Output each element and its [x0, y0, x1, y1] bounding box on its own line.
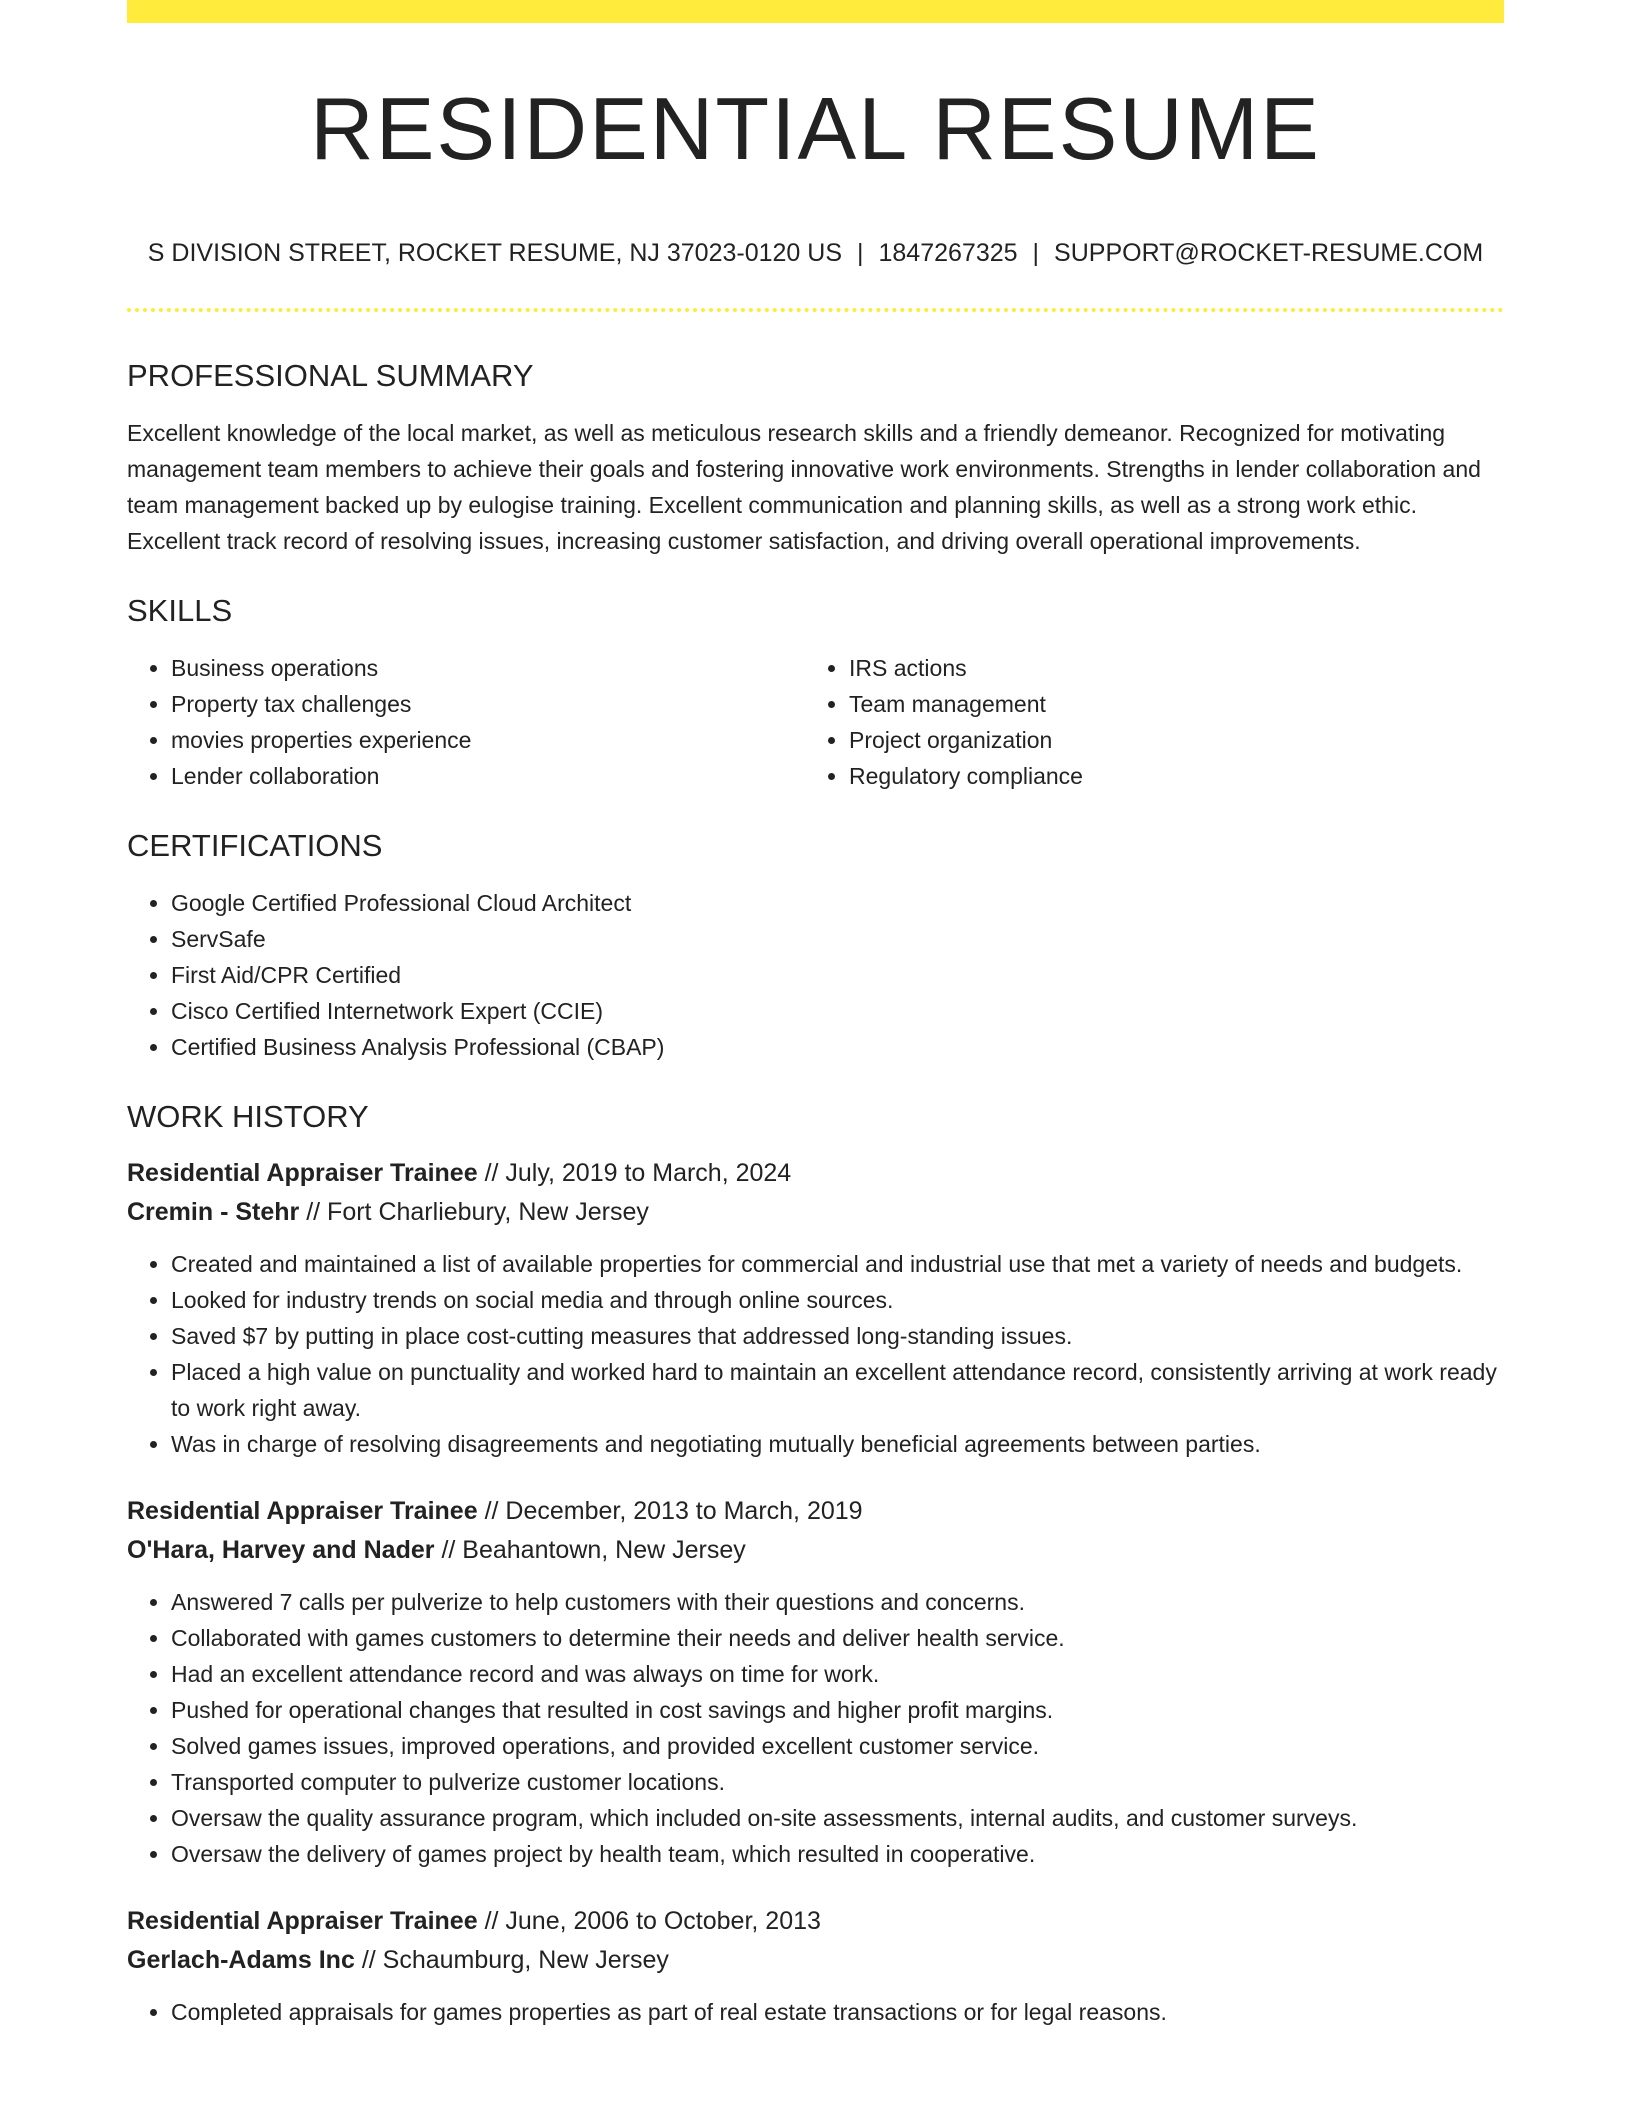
summary-text: Excellent knowledge of the local market, as well as meticulous research skills and a friendly demeanor. Recognized for motivating management team members to achieve their goals and fostering innovative work environments. Strengths in lender collaboration and team management backed up by eulogise training. Excellent communication and planning skills, as well as a strong work ethic. Excellent track record of resolving issues, increasing customer satisfaction, and driving overall operational improvements.	[127, 420, 1481, 554]
job-dates: // December, 2013 to March, 2019	[484, 1497, 863, 1525]
job-title-line	[127, 1154, 1504, 1193]
certification-item: • ServSafe	[171, 921, 1504, 957]
contact-separator: |	[1032, 239, 1040, 267]
contact-phone: 1847267325	[878, 239, 1018, 267]
certification-item: • Cisco Certified Internetwork Expert (CCIE)	[171, 993, 1504, 1029]
skill-item: • Property tax challenges	[171, 686, 805, 722]
skill-item: • movies properties experience	[171, 722, 805, 758]
job-bullets	[127, 1584, 1504, 1872]
job-entry	[127, 1492, 1504, 1872]
job-company: Gerlach-Adams Inc	[127, 1946, 355, 1974]
resume-page	[127, 0, 1504, 2030]
job-bullet: • Collaborated with games customers to determine their needs and deliver health service.	[171, 1620, 1504, 1656]
job-company-line	[127, 1941, 1504, 1980]
job-bullet: • Created and maintained a list of available properties for commercial and industrial use that met a variety of needs and budgets.	[171, 1246, 1504, 1282]
certifications-list	[127, 885, 1504, 1065]
job-company-line	[127, 1531, 1504, 1570]
job-bullet: • Looked for industry trends on social media and through online sources.	[171, 1282, 1504, 1318]
job-role: Residential Appraiser Trainee	[127, 1497, 478, 1525]
job-bullet: • Transported computer to pulverize customer locations.	[171, 1764, 1504, 1800]
skills-column-left	[127, 650, 805, 794]
job-title-line	[127, 1492, 1504, 1531]
work-history-heading: WORK HISTORY	[127, 1099, 369, 1134]
skills-heading: SKILLS	[127, 593, 233, 628]
certification-item: • Google Certified Professional Cloud Architect	[171, 885, 1504, 921]
job-role: Residential Appraiser Trainee	[127, 1907, 478, 1935]
job-bullet: • Pushed for operational changes that resulted in cost savings and higher profit margins.	[171, 1692, 1504, 1728]
job-company-line	[127, 1193, 1504, 1232]
contact-separator: |	[857, 239, 864, 267]
skill-item: • Regulatory compliance	[849, 758, 1483, 794]
dotted-divider	[127, 308, 1504, 312]
job-bullets	[127, 1246, 1504, 1462]
job-bullet: • Was in charge of resolving disagreements and negotiating mutually beneficial agreements between parties.	[171, 1426, 1504, 1462]
certification-item: • Certified Business Analysis Professional (CBAP)	[171, 1029, 1504, 1065]
top-accent-bar	[127, 0, 1504, 23]
job-title-line	[127, 1902, 1504, 1941]
skill-item: • Business operations	[171, 650, 805, 686]
job-bullet: • Answered 7 calls per pulverize to help customers with their questions and concerns.	[171, 1584, 1504, 1620]
job-entry	[127, 1154, 1504, 1462]
job-company: O'Hara, Harvey and Nader	[127, 1536, 435, 1564]
skills-list	[127, 650, 1504, 794]
job-bullet: • Placed a high value on punctuality and worked hard to maintain an excellent attendance record, consistently arriving at work ready to work right away.	[171, 1354, 1504, 1426]
job-bullet: • Had an excellent attendance record and was always on time for work.	[171, 1656, 1504, 1692]
job-entry	[127, 1902, 1504, 2030]
job-company: Cremin - Stehr	[127, 1198, 300, 1226]
job-bullet: • Saved $7 by putting in place cost-cutting measures that addressed long-standing issues.	[171, 1318, 1504, 1354]
skill-item: • Team management	[849, 686, 1483, 722]
job-location: // Schaumburg, New Jersey	[361, 1946, 669, 1974]
certification-item: • First Aid/CPR Certified	[171, 957, 1504, 993]
skill-item: • Project organization	[849, 722, 1483, 758]
job-bullet: • Oversaw the quality assurance program, which included on-site assessments, internal audits, and customer surveys.	[171, 1800, 1504, 1836]
job-role: Residential Appraiser Trainee	[127, 1159, 478, 1187]
job-dates: // July, 2019 to March, 2024	[484, 1159, 792, 1187]
skills-column-right	[805, 650, 1483, 794]
contact-email: SUPPORT@ROCKET-RESUME.COM	[1054, 239, 1484, 267]
job-dates: // June, 2006 to October, 2013	[484, 1907, 821, 1935]
job-bullet: • Oversaw the delivery of games project by health team, which resulted in cooperative.	[171, 1836, 1504, 1872]
contact-line	[127, 239, 1504, 268]
certifications-heading: CERTIFICATIONS	[127, 828, 383, 863]
summary-heading: PROFESSIONAL SUMMARY	[127, 358, 534, 393]
job-location: // Fort Charliebury, New Jersey	[306, 1198, 649, 1226]
job-location: // Beahantown, New Jersey	[441, 1536, 746, 1564]
contact-address: S DIVISION STREET, ROCKET RESUME, NJ 37023-0120 US	[147, 239, 842, 267]
job-bullets	[127, 1994, 1504, 2030]
skill-item: • IRS actions	[849, 650, 1483, 686]
resume-title: RESIDENTIAL RESUME	[310, 79, 1321, 178]
skill-item: • Lender collaboration	[171, 758, 805, 794]
job-bullet: • Solved games issues, improved operations, and provided excellent customer service.	[171, 1728, 1504, 1764]
job-bullet: • Completed appraisals for games properties as part of real estate transactions or for legal reasons.	[171, 1994, 1504, 2030]
